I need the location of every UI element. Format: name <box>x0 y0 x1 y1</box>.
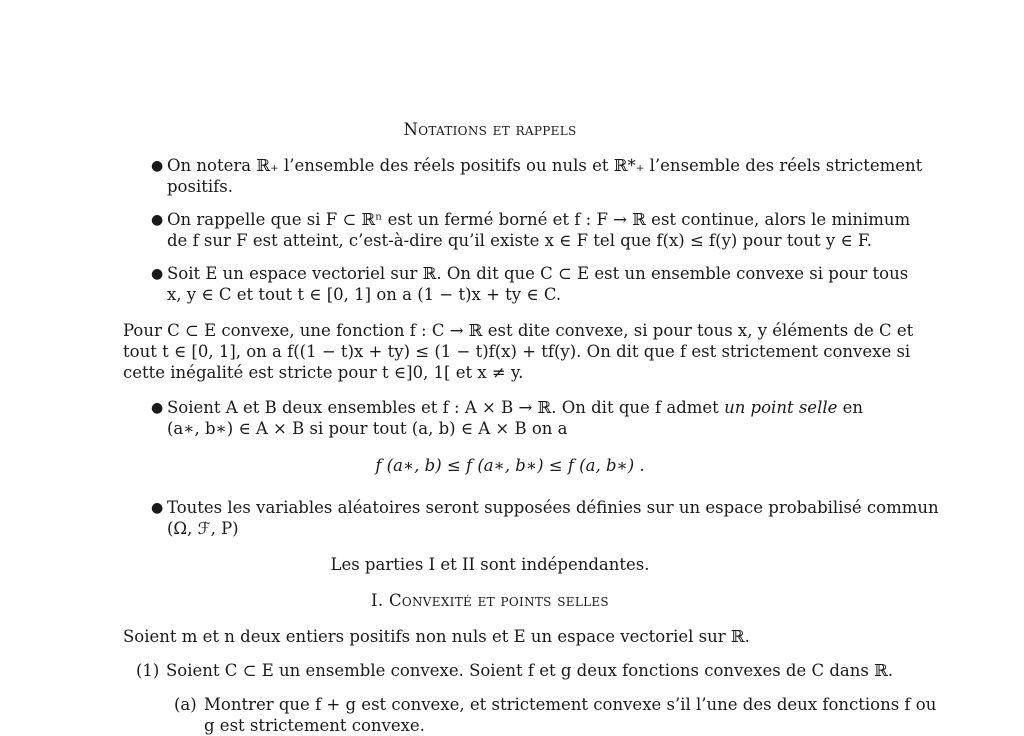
bullet-convex-set <box>167 263 909 305</box>
question-1-label: (1) <box>136 661 160 680</box>
bullet-convex-set-line1: Soit E un espace vectoriel sur ℝ. On dit que C ⊂ E est un ensemble convexe si pour tous <box>167 264 909 283</box>
saddle-point-term: un point selle <box>724 398 838 417</box>
question-1a <box>204 694 937 736</box>
saddle-line1 <box>167 397 864 418</box>
part-title: I. Convexité et points selles <box>371 591 609 610</box>
convex-paragraph-line2: tout t ∈ [0, 1], on a f((1 − t)x + ty) ≤ (1 − t)f(x) + tf(y). On dit que f est strictement convexe si <box>123 342 911 361</box>
saddle-line1-pre: Soient A et B deux ensembles et f : A × B → ℝ. On dit que f admet <box>167 398 725 417</box>
bullet-minimum-line2: de f sur F est atteint, c’est-à-dire qu’il existe x ∈ F tel que f(x) ≤ f(y) pour tout y ∈ F. <box>167 231 873 250</box>
bullet-minimum-line1: On rappelle que si F ⊂ ℝⁿ est un fermé borné et f : F → ℝ est continue, alors le minimum <box>167 210 911 229</box>
bullet-probability <box>167 497 939 539</box>
proba-line1: Toutes les variables aléatoires seront supposées définies sur un espace probabilisé commun <box>167 498 939 517</box>
independence-note: Les parties I et II sont indépendantes. <box>330 555 650 574</box>
proba-line2: (Ω, ℱ, P) <box>167 519 239 538</box>
bullet-dot: ● <box>151 266 164 282</box>
part-intro: Soient m et n deux entiers positifs non nuls et E un espace vectoriel sur ℝ. <box>123 627 750 646</box>
bullet-dot: ● <box>151 212 164 228</box>
saddle-line2: (a∗, b∗) ∈ A × B si pour tout (a, b) ∈ A × B on a <box>167 419 568 438</box>
q1a-line1: Montrer que f + g est convexe, et strictement convexe s’il l’une des deux fonctions f ou <box>204 695 937 714</box>
bullet-reals <box>167 155 923 197</box>
bullet-minimum <box>167 209 911 251</box>
q1a-line2: g est strictement convexe. <box>204 716 425 735</box>
convex-function-paragraph <box>123 320 914 383</box>
question-1a-label: (a) <box>174 695 197 714</box>
bullet-reals-line2: positifs. <box>167 177 233 196</box>
bullet-dot: ● <box>151 158 164 174</box>
bullet-dot: ● <box>151 500 164 516</box>
saddle-equation-text: f (a∗, b) ≤ f (a∗, b∗) ≤ f (a, b∗) . <box>375 456 645 475</box>
convex-paragraph-line3: cette inégalité est stricte pour t ∈]0, 1[ et x ≠ y. <box>123 363 524 382</box>
convex-paragraph-line1: Pour C ⊂ E convexe, une fonction f : C → ℝ est dite convexe, si pour tous x, y éléments de C et <box>123 321 914 340</box>
bullet-reals-line1: On notera ℝ₊ l’ensemble des réels positifs ou nuls et ℝ*₊ l’ensemble des réels strictement <box>167 156 923 175</box>
section-title: Notations et rappels <box>403 120 577 139</box>
saddle-equation <box>20 455 1000 476</box>
bullet-saddle-point <box>167 397 864 439</box>
bullet-dot: ● <box>151 400 164 416</box>
bullet-convex-set-line2: x, y ∈ C et tout t ∈ [0, 1] on a (1 − t)x + ty ∈ C. <box>167 285 562 304</box>
question-1-text: Soient C ⊂ E un ensemble convexe. Soient f et g deux fonctions convexes de C dans ℝ. <box>166 661 894 680</box>
saddle-line1-post: en <box>837 398 864 417</box>
